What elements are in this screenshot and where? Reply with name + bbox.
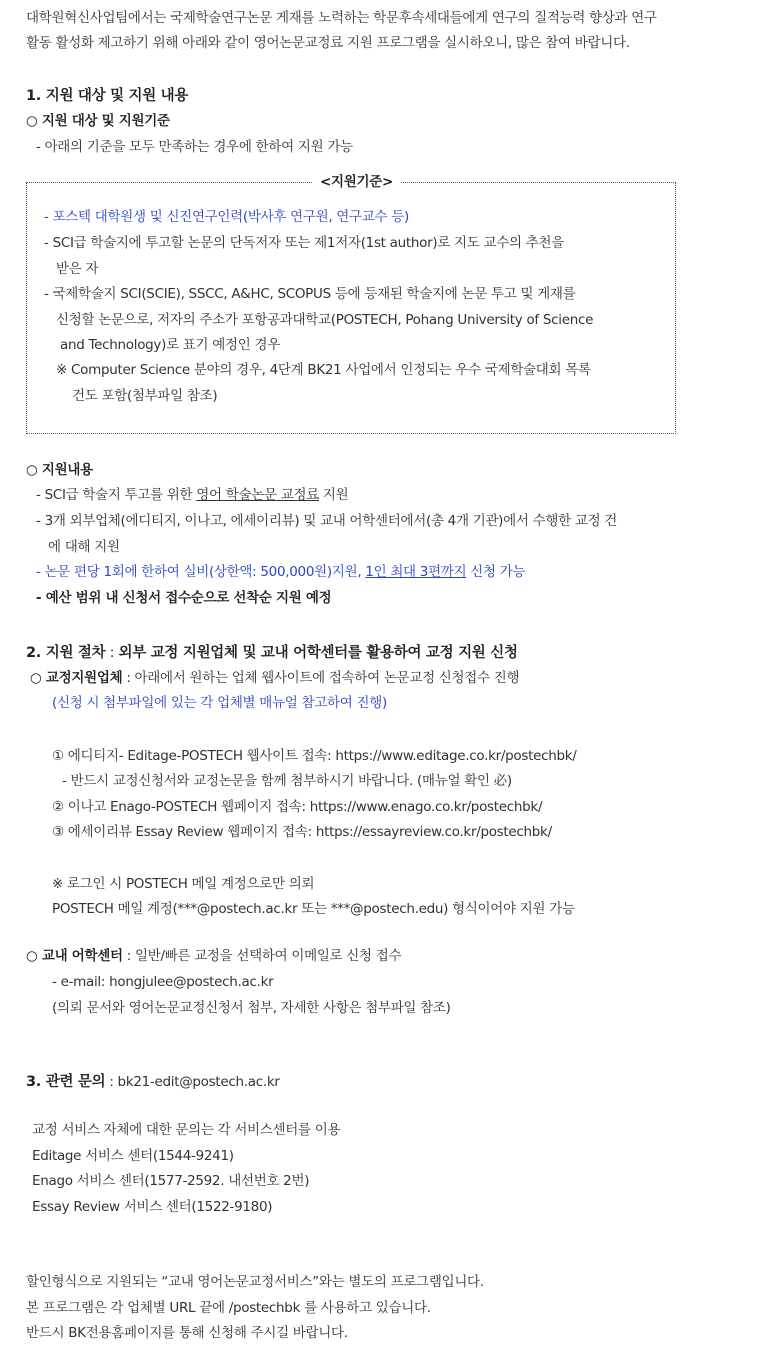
section3-line-2: Editage 서비스 센터(1544-9241): [32, 1148, 234, 1164]
footer-line-2: 본 프로그램은 각 업체별 URL 끝에 /postechbk 를 사용하고 있습니다.: [26, 1300, 431, 1316]
content-line-1-underline: 영어 학술논문 교정료: [196, 487, 319, 503]
footer-line-1: 할인형식으로 지원되는 “교내 영어논문교정서비스”와는 별도의 프로그램입니다.: [26, 1274, 484, 1290]
criteria-item: - 국제학술지 SCI(SCIE), SSCC, A&HC, SCOPUS 등에 등재된 학술지에 논문 투고 및 게재를: [44, 286, 576, 302]
intro-line-1: 대학원혁신사업팀에서는 국제학술연구논문 게재를 노력하는 학문후속세대들에게 연구의 질적능력 향상과 연구: [26, 10, 657, 26]
content-heading: ○ 지원내용: [26, 462, 93, 478]
content-line-1: [36, 485, 348, 505]
vendor-item-enago: ② 이나고 Enago-POSTECH 웹페이지 접속: https://www.enago.co.kr/postechbk/: [52, 799, 543, 815]
content-line-5: - 예산 범위 내 신청서 접수순으로 선착순 지원 예정: [36, 590, 332, 606]
content-line-4-post: 신청 가능: [466, 564, 526, 580]
content-line-4-pre: - 논문 편당 1회에 한하여 실비(상한액: 500,000원)지원,: [36, 564, 366, 580]
center-label: ○ 교내 어학센터: [26, 948, 123, 964]
section2-heading-b: 2. 지원 절차: [26, 645, 106, 661]
center-line: [26, 946, 401, 966]
section1-subdesc: - 아래의 기준을 모두 만족하는 경우에 한하여 지원 가능: [36, 139, 353, 155]
criteria-item: 신청할 논문으로, 저자의 주소가 포항공과대학교(POSTECH, Pohang University of Science: [56, 312, 594, 328]
footer-line-3: 반드시 BK전용홈페이지를 통해 신청해 주시길 바랍니다.: [26, 1325, 348, 1341]
vendor-label: ○ 교정지원업체: [30, 670, 123, 686]
section3-heading-b: 3. 관련 문의: [26, 1074, 106, 1090]
center-desc: : 일반/빠른 교정을 선택하여 이메일로 신청 접수: [122, 948, 402, 964]
criteria-title: <지원기준>: [312, 172, 401, 192]
section3-heading-desc: : bk21-edit@postech.ac.kr: [105, 1074, 280, 1090]
section1-subheading: ○ 지원 대상 및 지원기준: [26, 113, 170, 129]
content-line-2: - 3개 외부업체(에디티지, 이나고, 에세이리뷰) 및 교내 어학센터에서(총 4개 기관)에서 수행한 교정 건: [36, 513, 618, 529]
login-note-2: POSTECH 메일 계정(***@postech.ac.kr 또는 ***@postech.edu) 형식이어야 지원 가능: [52, 901, 575, 917]
center-email: - e-mail: hongjulee@postech.ac.kr: [52, 974, 274, 990]
criteria-item: 건도 포함(첨부파일 참조): [72, 388, 218, 404]
section3-heading: [26, 1072, 280, 1092]
vendor-item-editage-note: - 반드시 교정신청서와 교정논문을 함께 첨부하시기 바랍니다. (매뉴얼 확인 必): [62, 773, 512, 789]
criteria-item: - 포스텍 대학원생 및 신진연구인력(박사후 연구원, 연구교수 등): [44, 209, 409, 225]
content-line-1-pre: - SCI급 학술지 투고를 위한: [36, 487, 197, 503]
vendor-note: (신청 시 첨부파일에 있는 각 업체별 매뉴얼 참고하여 진행): [52, 695, 387, 711]
intro-line-2: 활동 활성화 제고하기 위해 아래와 같이 영어논문교정료 지원 프로그램을 실시하오니, 많은 참여 바랍니다.: [26, 35, 630, 51]
section3-line-1: 교정 서비스 자체에 대한 문의는 각 서비스센터를 이용: [32, 1122, 341, 1138]
section3-line-4: Essay Review 서비스 센터(1522-9180): [32, 1199, 273, 1215]
vendor-desc: : 아래에서 원하는 업체 웹사이트에 접속하여 논문교정 신청접수 진행: [122, 670, 520, 686]
section2-heading-sep: :: [105, 645, 119, 661]
login-note-1: ※ 로그인 시 POSTECH 메일 계정으로만 의뢰: [52, 876, 315, 892]
vendor-item-editage: ① 에디티지- Editage-POSTECH 웹사이트 접속: https://www.editage.co.kr/postechbk/: [52, 748, 577, 764]
content-line-1-post: 지원: [318, 487, 349, 503]
criteria-item: - SCI급 학술지에 투고할 논문의 단독저자 또는 제1저자(1st author)로 지도 교수의 추천을: [44, 235, 564, 251]
content-line-4-underline: 1인 최대 3편까지: [365, 564, 467, 580]
content-line-4: [36, 562, 525, 582]
content-line-3: 에 대해 지원: [48, 539, 120, 555]
criteria-item: ※ Computer Science 분야의 경우, 4단계 BK21 사업에서 인정되는 우수 국제학술대회 목록: [56, 362, 591, 378]
section2-heading: [26, 643, 518, 663]
vendor-line: [30, 668, 519, 688]
vendor-item-essayreview: ③ 에세이리뷰 Essay Review 웹페이지 접속: https://essayreview.co.kr/postechbk/: [52, 824, 552, 840]
section1-heading: 1. 지원 대상 및 지원 내용: [26, 88, 189, 104]
criteria-item: and Technology)로 표기 예정인 경우: [60, 337, 280, 353]
section3-line-3: Enago 서비스 센터(1577-2592. 내선번호 2번): [32, 1173, 310, 1189]
center-note: (의뢰 문서와 영어논문교정신청서 첨부, 자세한 사항은 첨부파일 참조): [52, 1000, 451, 1016]
section2-heading-b2: 외부 교정 지원업체 및 교내 어학센터를 활용하여 교정 지원 신청: [118, 645, 518, 661]
criteria-item: 받은 자: [56, 261, 99, 277]
